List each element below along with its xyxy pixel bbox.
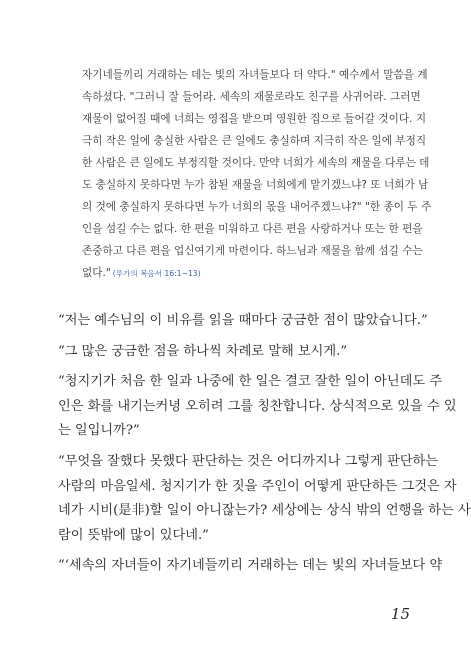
quote-line: 재물이 없어질 때에 너희는 영접을 받으며 영원한 집으로 들어갈 것이다. 지 [82, 113, 427, 125]
quote-line: 도 충실하지 못하다면 누가 참된 재물을 너희에게 맡기겠느냐? 또 너희가 남 [82, 179, 429, 191]
paragraph-line: 인은 화를 내기는커녕 오히려 그를 칭찬합니다. 상식적으로 있을 수 있 [58, 398, 457, 414]
paragraph-line: “‘세속의 자녀들이 자기네들끼리 거래하는 데는 빛의 자녀들보다 약 [58, 558, 443, 574]
paragraph [58, 370, 457, 444]
body-text [58, 309, 471, 585]
paragraph [58, 340, 414, 365]
quote-line: 의 것에 충실하지 못하다면 누가 너희의 몫을 내어주겠느냐?" "한 종이 두 주 [82, 201, 432, 213]
bible-quote-block [82, 64, 432, 285]
quote-line: 자기네들끼리 거래하는 데는 빛의 자녀들보다 더 약다." 예수께서 말씀을 계 [82, 69, 428, 81]
quote-line: 극히 작은 일에 충실한 사람은 큰 일에도 충실하며 지극히 작은 일에 부정직 [82, 135, 427, 147]
paragraph-line: “청지기가 처음 한 일과 나중에 한 일은 결코 잘한 일이 아닌데도 주 [58, 374, 443, 390]
page-number: 15 [390, 605, 410, 623]
quote-last-line [82, 262, 410, 285]
paragraph-line: “그 많은 궁금한 점을 하나씩 차례로 말해 보시게.” [58, 343, 348, 359]
paragraph-line: 람이 뜻밖에 많이 있다네.” [58, 527, 209, 543]
quote-line-end: 없다." [82, 267, 111, 279]
quote-line: 한 사람은 큰 일에도 부정직할 것이다. 만약 너희가 세속의 재물을 다루는 데 [82, 157, 430, 169]
scripture-citation: (루가의 복음서 16:1~13) [112, 269, 201, 278]
quote-line: 인을 섬길 수는 없다. 한 편을 미워하고 다른 편을 사랑하거나 또는 한 편을 [82, 223, 423, 235]
paragraph-line: 네가 시비(是非)할 일이 아니잖는가? 세상에는 상식 밖의 언행을 하는 사 [58, 503, 471, 519]
paragraph-line: “무엇을 잘했다 못했다 판단하는 것은 어디까지나 그렇게 판단하는 [58, 453, 439, 469]
paragraph-line: “저는 예수님의 이 비유를 읽을 때마다 궁금한 점이 많았습니다.” [58, 313, 428, 328]
paragraph [58, 450, 471, 548]
quote-line: 속하셨다. "그러니 잘 들어라. 세속의 재물로라도 친구를 사귀어라. 그러면 [82, 91, 421, 103]
paragraph [58, 554, 443, 579]
paragraph-line: 는 일입니까?” [58, 423, 140, 439]
quote-line: 존중하고 다른 편을 업신여기게 마련이다. 하느님과 재물을 함께 섬길 수는 [82, 245, 423, 257]
paragraph-line: 사람의 마음일세. 청지기가 한 짓을 주인이 어떻게 판단하든 그것은 자 [58, 478, 457, 494]
paragraph [58, 309, 428, 334]
